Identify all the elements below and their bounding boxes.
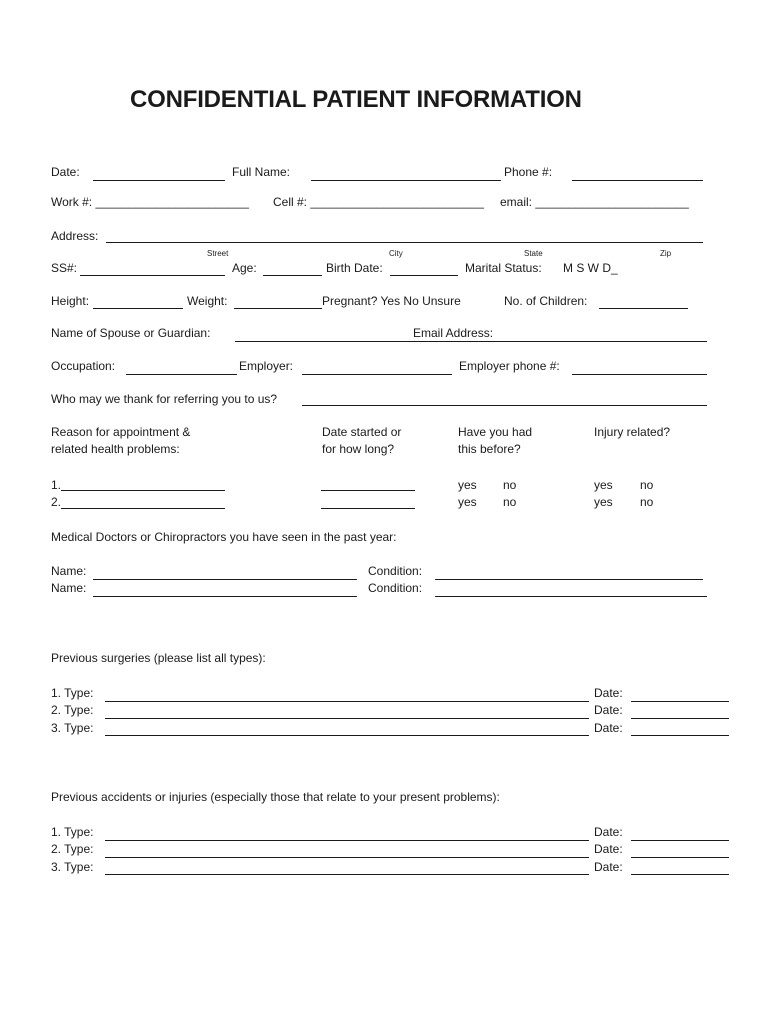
children-field[interactable] bbox=[599, 308, 688, 309]
spouse-email-field[interactable] bbox=[235, 341, 707, 342]
pregnant-options[interactable]: Pregnant? Yes No Unsure bbox=[322, 294, 461, 308]
duration-field-1[interactable] bbox=[321, 490, 415, 491]
height-field[interactable] bbox=[93, 308, 183, 309]
had-before-header-line2: this before? bbox=[458, 442, 521, 456]
doctor-name-label-2: Name: bbox=[51, 581, 87, 595]
height-label: Height: bbox=[51, 294, 90, 308]
referral-label: Who may we thank for referring you to us? bbox=[51, 392, 278, 406]
had-before-header-line1: Have you had bbox=[458, 425, 533, 439]
doctor-condition-label-2: Condition: bbox=[368, 581, 423, 595]
email-address-label: Email Address: bbox=[413, 326, 494, 340]
had-before-yes-2[interactable]: yes bbox=[458, 495, 477, 509]
reason-field-1[interactable] bbox=[61, 490, 225, 491]
surgeries-heading: Previous surgeries (please list all types): bbox=[51, 651, 266, 665]
email-field[interactable]: email: _______________________ bbox=[500, 195, 689, 209]
had-before-yes-1[interactable]: yes bbox=[458, 478, 477, 492]
accident-type-label-1: 1. Type: bbox=[51, 825, 94, 839]
surgery-date-label-2: Date: bbox=[594, 703, 623, 717]
surgery-date-label-3: Date: bbox=[594, 721, 623, 735]
accident-date-field-2[interactable] bbox=[631, 857, 729, 858]
accident-date-field-3[interactable] bbox=[631, 874, 729, 875]
ss-label: SS#: bbox=[51, 261, 78, 275]
street-sublabel: Street bbox=[207, 249, 229, 258]
accident-type-field-2[interactable] bbox=[105, 857, 589, 858]
full-name-label: Full Name: bbox=[232, 165, 291, 179]
employer-phone-field[interactable] bbox=[572, 374, 707, 375]
reason-number-1: 1. bbox=[51, 478, 62, 492]
referral-field[interactable] bbox=[302, 405, 707, 406]
doctor-condition-field-1[interactable] bbox=[435, 579, 703, 580]
full-name-field[interactable] bbox=[311, 180, 501, 181]
duration-field-2[interactable] bbox=[321, 508, 415, 509]
doctor-condition-field-2[interactable] bbox=[435, 596, 707, 597]
reason-number-2: 2. bbox=[51, 495, 62, 509]
city-sublabel: City bbox=[389, 249, 403, 258]
address-label: Address: bbox=[51, 229, 99, 243]
accident-type-label-2: 2. Type: bbox=[51, 842, 94, 856]
date-label: Date: bbox=[51, 165, 80, 179]
age-field[interactable] bbox=[263, 275, 322, 276]
occupation-field[interactable] bbox=[126, 374, 237, 375]
surgery-type-field-2[interactable] bbox=[105, 718, 589, 719]
employer-phone-label: Employer phone #: bbox=[459, 359, 560, 373]
marital-status-options[interactable]: M S W D_ bbox=[563, 261, 618, 275]
phone-field[interactable] bbox=[572, 180, 703, 181]
surgery-type-field-1[interactable] bbox=[105, 701, 589, 702]
cell-field[interactable]: Cell #: __________________________ bbox=[273, 195, 484, 209]
date-field[interactable] bbox=[93, 180, 225, 181]
injury-related-header: Injury related? bbox=[594, 425, 671, 439]
date-started-header-line1: Date started or bbox=[322, 425, 402, 439]
birth-date-label: Birth Date: bbox=[326, 261, 383, 275]
accident-date-label-3: Date: bbox=[594, 860, 623, 874]
occupation-label: Occupation: bbox=[51, 359, 116, 373]
phone-label: Phone #: bbox=[504, 165, 553, 179]
date-started-header-line2: for how long? bbox=[322, 442, 395, 456]
reason-header-line1: Reason for appointment & bbox=[51, 425, 191, 439]
weight-label: Weight: bbox=[187, 294, 228, 308]
surgery-date-field-3[interactable] bbox=[631, 735, 729, 736]
accident-type-field-3[interactable] bbox=[105, 874, 589, 875]
accident-type-label-3: 3. Type: bbox=[51, 860, 94, 874]
accident-date-label-2: Date: bbox=[594, 842, 623, 856]
surgery-type-label-2: 2. Type: bbox=[51, 703, 94, 717]
accident-date-label-1: Date: bbox=[594, 825, 623, 839]
injury-yes-2[interactable]: yes bbox=[594, 495, 613, 509]
doctor-name-field-2[interactable] bbox=[93, 596, 357, 597]
state-sublabel: State bbox=[524, 249, 543, 258]
surgery-type-field-3[interactable] bbox=[105, 735, 589, 736]
page-title: CONFIDENTIAL PATIENT INFORMATION bbox=[130, 86, 582, 113]
accident-date-field-1[interactable] bbox=[631, 840, 729, 841]
accident-type-field-1[interactable] bbox=[105, 840, 589, 841]
surgery-date-field-2[interactable] bbox=[631, 718, 729, 719]
ss-field[interactable] bbox=[80, 275, 225, 276]
injury-no-1[interactable]: no bbox=[640, 478, 654, 492]
doctor-condition-label-1: Condition: bbox=[368, 564, 423, 578]
doctors-heading: Medical Doctors or Chiropractors you have seen in the past year: bbox=[51, 530, 397, 544]
children-label: No. of Children: bbox=[504, 294, 588, 308]
injury-no-2[interactable]: no bbox=[640, 495, 654, 509]
surgery-type-label-1: 1. Type: bbox=[51, 686, 94, 700]
had-before-no-1[interactable]: no bbox=[503, 478, 517, 492]
surgery-date-field-1[interactable] bbox=[631, 701, 729, 702]
injury-yes-1[interactable]: yes bbox=[594, 478, 613, 492]
work-phone-field[interactable]: Work #: _______________________ bbox=[51, 195, 249, 209]
reason-field-2[interactable] bbox=[61, 508, 225, 509]
employer-field[interactable] bbox=[302, 374, 452, 375]
reason-header-line2: related health problems: bbox=[51, 442, 180, 456]
surgery-date-label-1: Date: bbox=[594, 686, 623, 700]
doctor-name-field-1[interactable] bbox=[93, 579, 357, 580]
doctor-name-label-1: Name: bbox=[51, 564, 87, 578]
had-before-no-2[interactable]: no bbox=[503, 495, 517, 509]
spouse-label: Name of Spouse or Guardian: bbox=[51, 326, 211, 340]
zip-sublabel: Zip bbox=[660, 249, 672, 258]
accidents-heading: Previous accidents or injuries (especially those that relate to your present problems): bbox=[51, 790, 500, 804]
surgery-type-label-3: 3. Type: bbox=[51, 721, 94, 735]
marital-status-label: Marital Status: bbox=[465, 261, 542, 275]
weight-field[interactable] bbox=[234, 308, 322, 309]
employer-label: Employer: bbox=[239, 359, 294, 373]
age-label: Age: bbox=[232, 261, 257, 275]
address-field[interactable] bbox=[106, 242, 703, 243]
birth-date-field[interactable] bbox=[390, 275, 458, 276]
